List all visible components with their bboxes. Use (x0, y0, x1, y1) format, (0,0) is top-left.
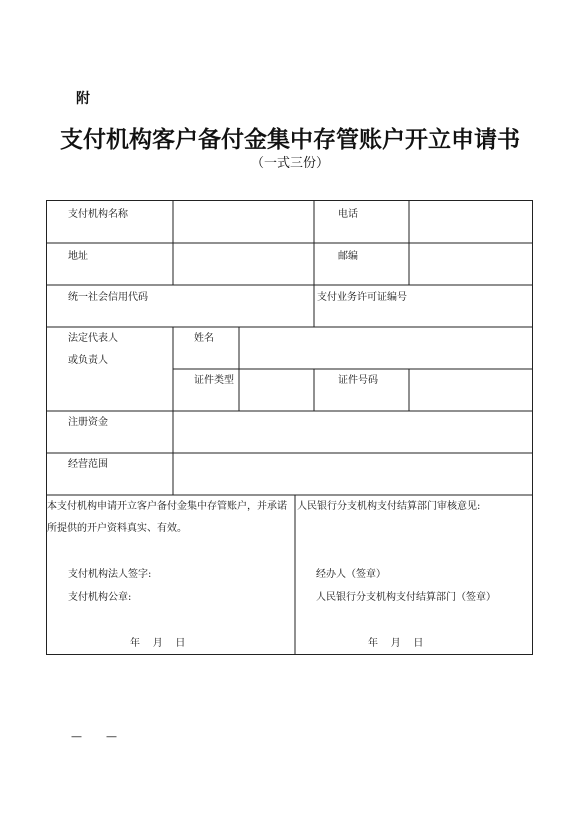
handler-signature-label: 经办人（签章） (316, 569, 386, 580)
license-number-label: 支付业务许可证编号 (317, 292, 407, 303)
credit-code-label: 统一社会信用代码 (68, 292, 148, 303)
responsible-person-label: 或负责人 (68, 355, 108, 366)
phone-label: 电话 (338, 209, 358, 220)
legal-representative-label: 法定代表人 (68, 333, 118, 344)
page-number-footer: — — (71, 730, 119, 743)
org-name-label: 支付机构名称 (68, 209, 128, 220)
appendix-label: 附 (76, 91, 90, 107)
legal-signature-label: 支付机构法人签字: (68, 569, 152, 580)
id-number-label: 证件号码 (338, 375, 378, 386)
declaration-line-2: 所提供的开户资料真实、有效。 (47, 523, 187, 534)
date-left: 年 月 日 (130, 638, 186, 649)
date-right: 年 月 日 (368, 638, 424, 649)
address-label: 地址 (68, 251, 88, 262)
org-seal-label: 支付机构公章: (68, 592, 132, 603)
department-seal-label: 人民银行分支机构支付结算部门（签章） (316, 592, 496, 603)
copies-note: （一式三份） (250, 156, 329, 171)
id-type-label: 证件类型 (194, 375, 234, 386)
business-scope-label: 经营范围 (68, 459, 108, 470)
page-title: 支付机构客户备付金集中存管账户开立申请书 (60, 126, 520, 153)
postcode-label: 邮编 (338, 251, 358, 262)
review-opinion-label: 人民银行分支机构支付结算部门审核意见: (297, 501, 481, 512)
registered-capital-label: 注册资金 (68, 417, 108, 428)
application-form-table (46, 200, 533, 655)
form-grid-lines (46, 200, 533, 655)
declaration-line-1: 本支付机构申请开立客户备付金集中存管账户，并承诺 (47, 501, 287, 512)
name-label: 姓名 (194, 333, 214, 344)
